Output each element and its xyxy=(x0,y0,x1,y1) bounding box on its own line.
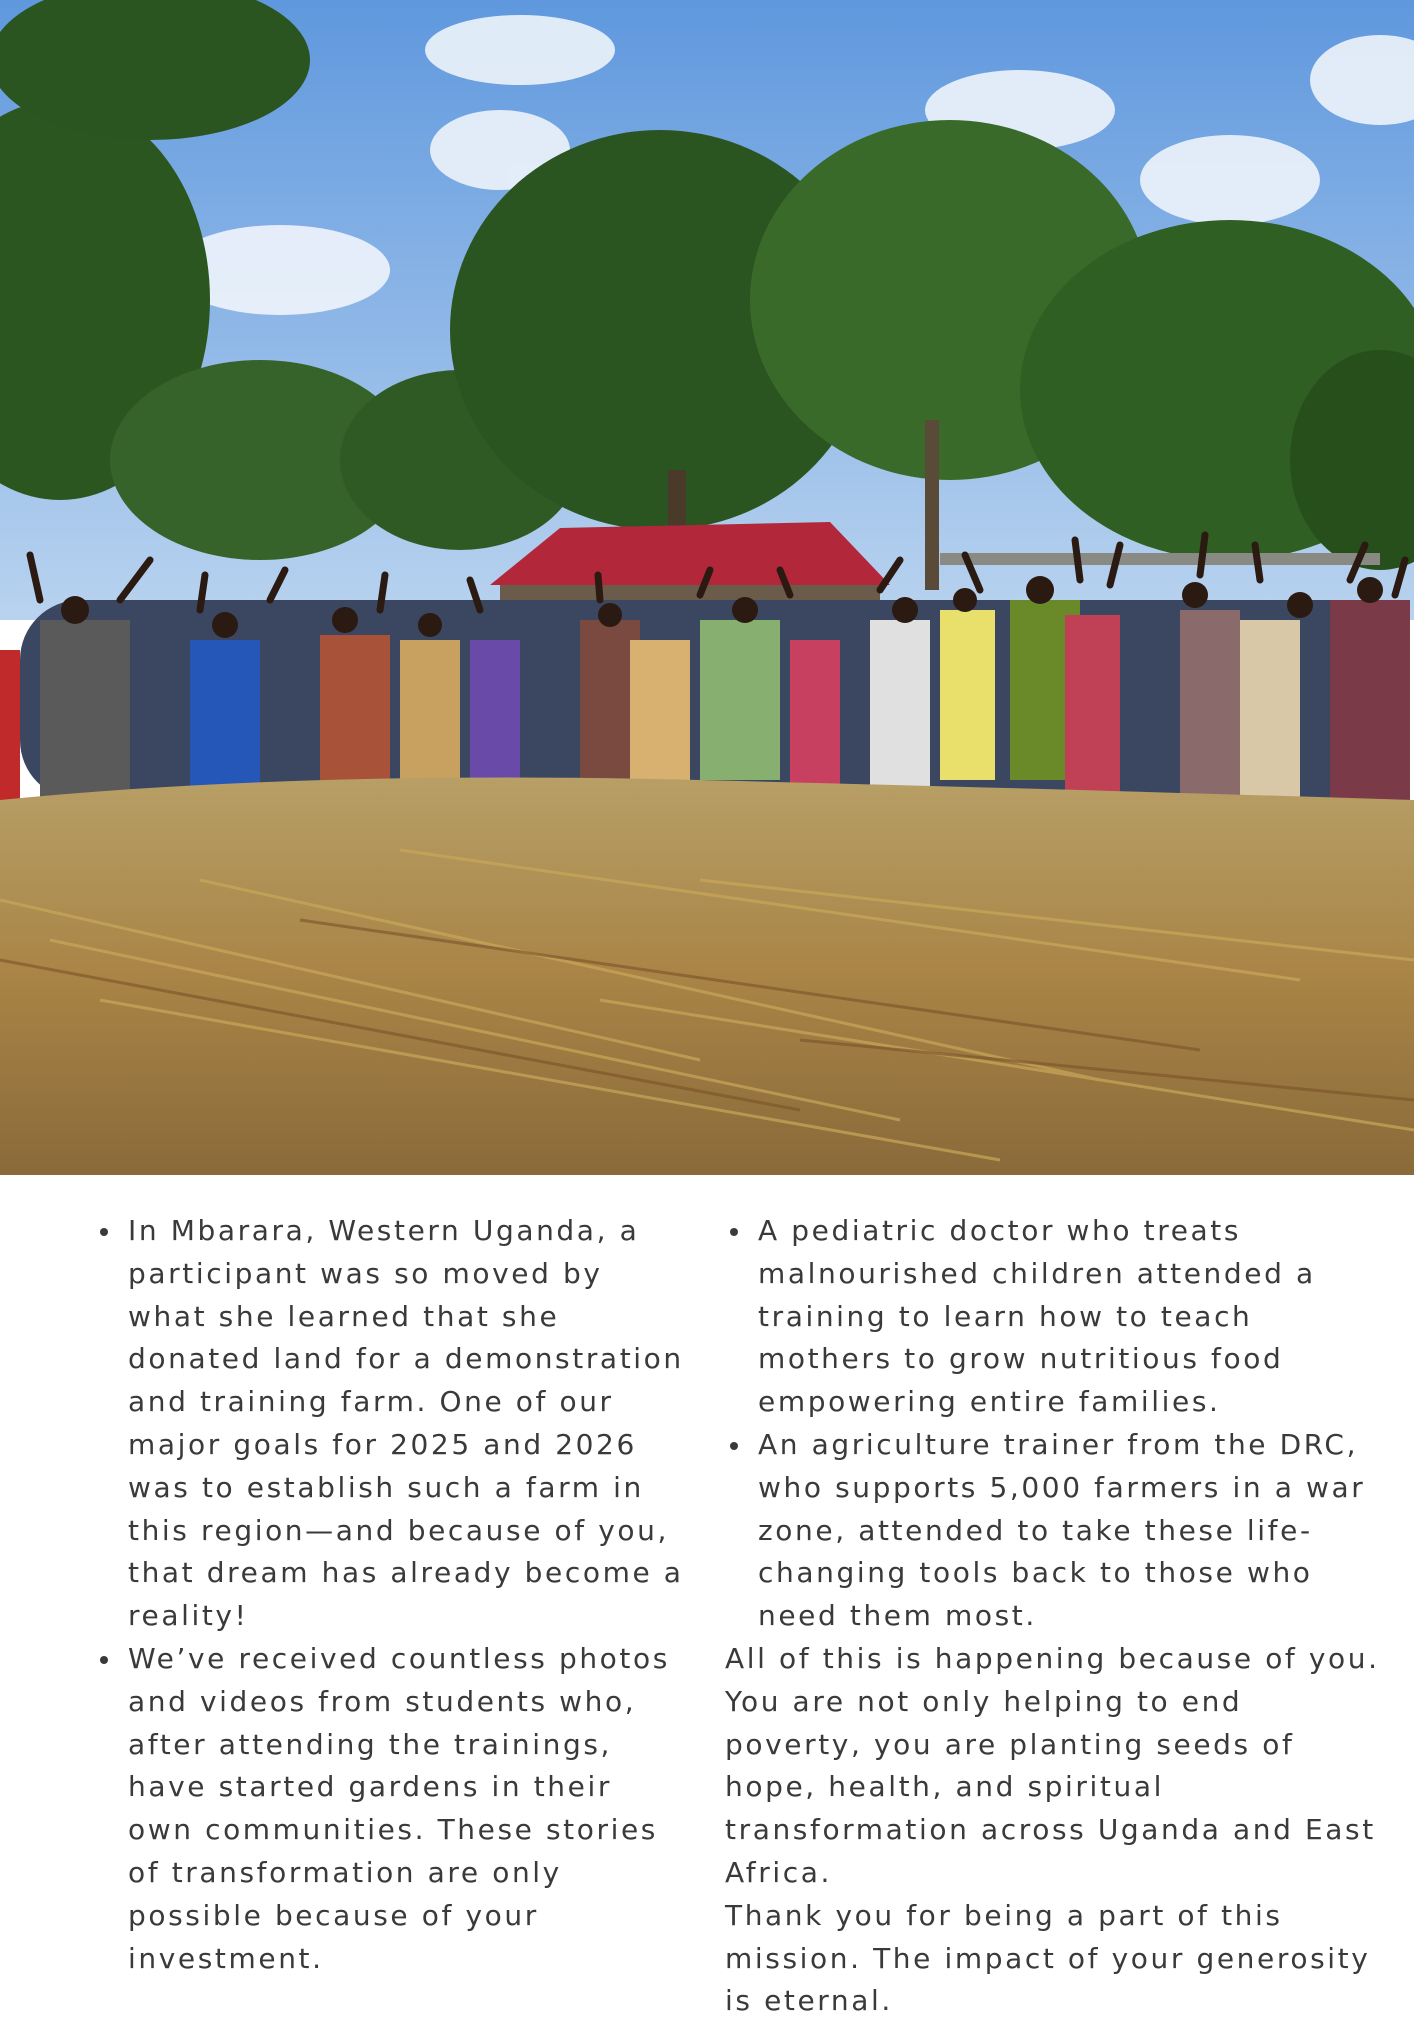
right-bullet-list xyxy=(725,1210,1380,1638)
bullet-mbarara-farm: In Mbarara, Western Uganda, a participant was so moved by what she learned that she donated land for a demonstration and training farm. One of our major goals for 2025 and 2026 was to establish such a farm in this region—and because of you, that dream has already become a reality! xyxy=(128,1210,685,1638)
left-column xyxy=(95,1210,685,1980)
straw-ground xyxy=(0,778,1414,1176)
left-bullet-list xyxy=(95,1210,685,1980)
bullet-drc-trainer: An agriculture trainer from the DRC, who supports 5,000 farmers in a war zone, attended to take these life-changing tools back to those who need them most. xyxy=(758,1424,1380,1638)
bullet-pediatric-doctor: A pediatric doctor who treats malnourished children attended a training to learn how to teach mothers to grow nutritious food empowering entire families. xyxy=(758,1210,1380,1424)
right-column xyxy=(725,1210,1380,2023)
thank-you-paragraph: Thank you for being a part of this mission. The impact of your generosity is eternal. xyxy=(725,1898,1371,2018)
story-text xyxy=(0,1175,1414,2018)
bullet-student-gardens: We’ve received countless photos and videos from students who, after attending the trainings, have started gardens in their own communities. These stories of transformation are only possible because of your investment. xyxy=(128,1638,685,1980)
closing-paragraph: All of this is happening because of you. You are not only helping to end poverty, you are planting seeds of hope, health, and spiritual transformation across Uganda and East Africa. xyxy=(725,1641,1380,1889)
